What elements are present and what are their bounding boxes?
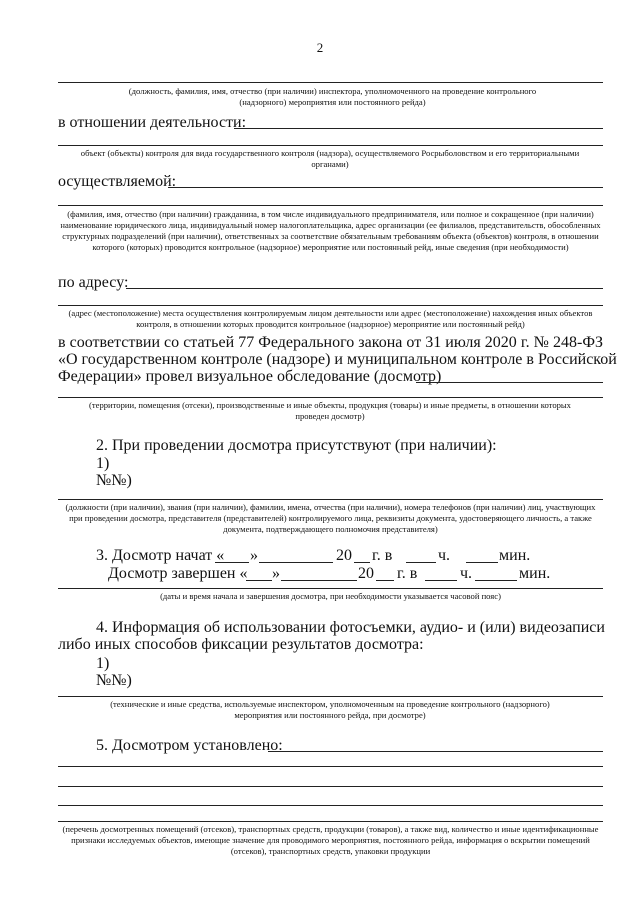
findings-line-1 xyxy=(268,751,603,752)
caption-datetime: (даты и время начала и завершения досмотра, при необходимости указывается часовой пояс) xyxy=(160,591,501,601)
findings-line-5 xyxy=(58,821,603,822)
end-hour-blank xyxy=(425,580,457,581)
caption-object: объект (объекты) контроля для вида государственного контроля (надзора), осуществляемого Росрыболовством и его территориальными органами) xyxy=(80,148,580,169)
carried-out-line xyxy=(168,187,603,188)
section-4-line-1: 4. Информация об использовании фотосъемки, аудио- и (или) видеозаписи xyxy=(96,619,605,636)
label-activity: в отношении деятельности: xyxy=(58,114,247,131)
end-minute-blank xyxy=(475,580,517,581)
caption-technical: (технические и иные средства, используемые инспектором, уполномоченным на проведение контрольного (надзорного) мероприятия или постоянного рейда, при досмотре) xyxy=(110,699,550,720)
start-year-prefix: 20 xyxy=(336,547,352,564)
address-line xyxy=(126,288,603,289)
section-5-title: 5. Досмотром установлено: xyxy=(96,737,283,754)
start-quote-close: » xyxy=(250,547,258,564)
findings-line-2 xyxy=(58,766,603,767)
datetime-line xyxy=(58,588,603,589)
start-year-suffix: г. в xyxy=(372,547,393,564)
findings-line-3 xyxy=(58,786,603,787)
start-label: 3. Досмотр начат « xyxy=(96,547,225,564)
page-number: 2 xyxy=(316,40,324,55)
section-4-item-1: 1) xyxy=(96,655,110,672)
end-year-prefix: 20 xyxy=(358,565,374,582)
start-hours: ч. xyxy=(438,547,451,564)
caption-present: (должности (при наличии), звания (при наличии), фамилии, имена, отчества (при наличии), номера телефонов (при наличии) лиц, участвующих при проведении досмотра, представителя (представителей) контролируемого лица, реквизиты документа, удостоверяющего личность, а также документа, подтверждающего полномочия представителя) xyxy=(65,502,596,534)
present-line xyxy=(58,499,603,500)
address-line-2 xyxy=(58,305,603,306)
law-line-3: Федерации» провел визуальное обследование (досмотр) xyxy=(58,368,442,385)
end-year-suffix: г. в xyxy=(397,565,418,582)
start-minutes: мин. xyxy=(499,547,531,564)
law-line-2: «О государственном контроле (надзоре) и муниципальном контроле в Российской xyxy=(58,351,617,368)
territory-line xyxy=(58,397,603,398)
caption-territory: (территории, помещения (отсеки), производственные и иные объекты, продукция (товары) и иные предметы, в отношении которых проведен досмотр) xyxy=(89,400,571,421)
end-day-blank xyxy=(246,580,272,581)
end-hours: ч. xyxy=(460,565,473,582)
start-month-blank xyxy=(259,562,333,563)
label-carried-out: осуществляемой: xyxy=(58,173,177,190)
carried-out-line-2 xyxy=(58,205,603,206)
findings-line-4 xyxy=(58,805,603,806)
law-line-1: в соответствии со статьей 77 Федерального закона от 31 июля 2020 г. № 248-ФЗ xyxy=(58,334,603,351)
technical-line xyxy=(58,696,603,697)
caption-inspector: (должность, фамилия, имя, отчество (при наличии) инспектора, уполномоченного на проведение контрольного (надзорного) мероприятия или постоянного рейда) xyxy=(128,86,537,107)
caption-address: (адрес (местоположение) места осуществления контролируемым лицом деятельности или адрес (местоположение) нахождения иных объектов контроля, в отношении которых проводится контрольное (надзорное) мероприятие или постоянный рейд) xyxy=(68,308,593,329)
section-4-line-2: либо иных способов фиксации результатов досмотра: xyxy=(58,636,424,653)
start-minute-blank xyxy=(466,562,498,563)
inspector-line xyxy=(58,82,603,83)
activity-line-2 xyxy=(58,145,603,146)
end-minutes: мин. xyxy=(519,565,551,582)
activity-line xyxy=(234,128,603,129)
end-quote-close: » xyxy=(272,565,280,582)
label-address: по адресу: xyxy=(58,274,129,291)
inspection-object-line xyxy=(416,382,603,383)
section-2-item-2: №№) xyxy=(96,472,132,489)
section-2-item-1: 1) xyxy=(96,455,110,472)
section-2-title: 2. При проведении досмотра присутствуют (при наличии): xyxy=(96,437,497,454)
end-label: Досмотр завершен « xyxy=(108,565,248,582)
start-day-blank xyxy=(215,562,249,563)
start-year-blank xyxy=(354,562,370,563)
end-year-blank xyxy=(376,580,394,581)
end-month-blank xyxy=(281,580,357,581)
caption-list: (перечень досмотренных помещений (отсеков), транспортных средств, продукции (товаров), а также вид, количество и иные идентификационные признаки исследуемых объектов, имеющие значение для проводимого мероприятия, постоянного рейда, информация о вскрытии помещений (отсеков), транспортных средств, упаковки продукции xyxy=(62,824,599,856)
section-4-item-2: №№) xyxy=(96,672,132,689)
start-hour-blank xyxy=(406,562,436,563)
caption-person: (фамилия, имя, отчество (при наличии) гражданина, в том числе индивидуального предпринимателя, или полное и сокращенное (при наличии) наименование юридического лица, индивидуальный номер налогоплательщика, адрес организации (ее филиалов, представительств, обособленных структурных подразделений (при наличии), ответственных за соответствие обязательным требованиям объекта (объектов) контроля, в отношении которого (которых) проводится контрольное (надзорное) мероприятие или постоянный рейд, иные сведения (при необходимости) xyxy=(60,209,601,252)
